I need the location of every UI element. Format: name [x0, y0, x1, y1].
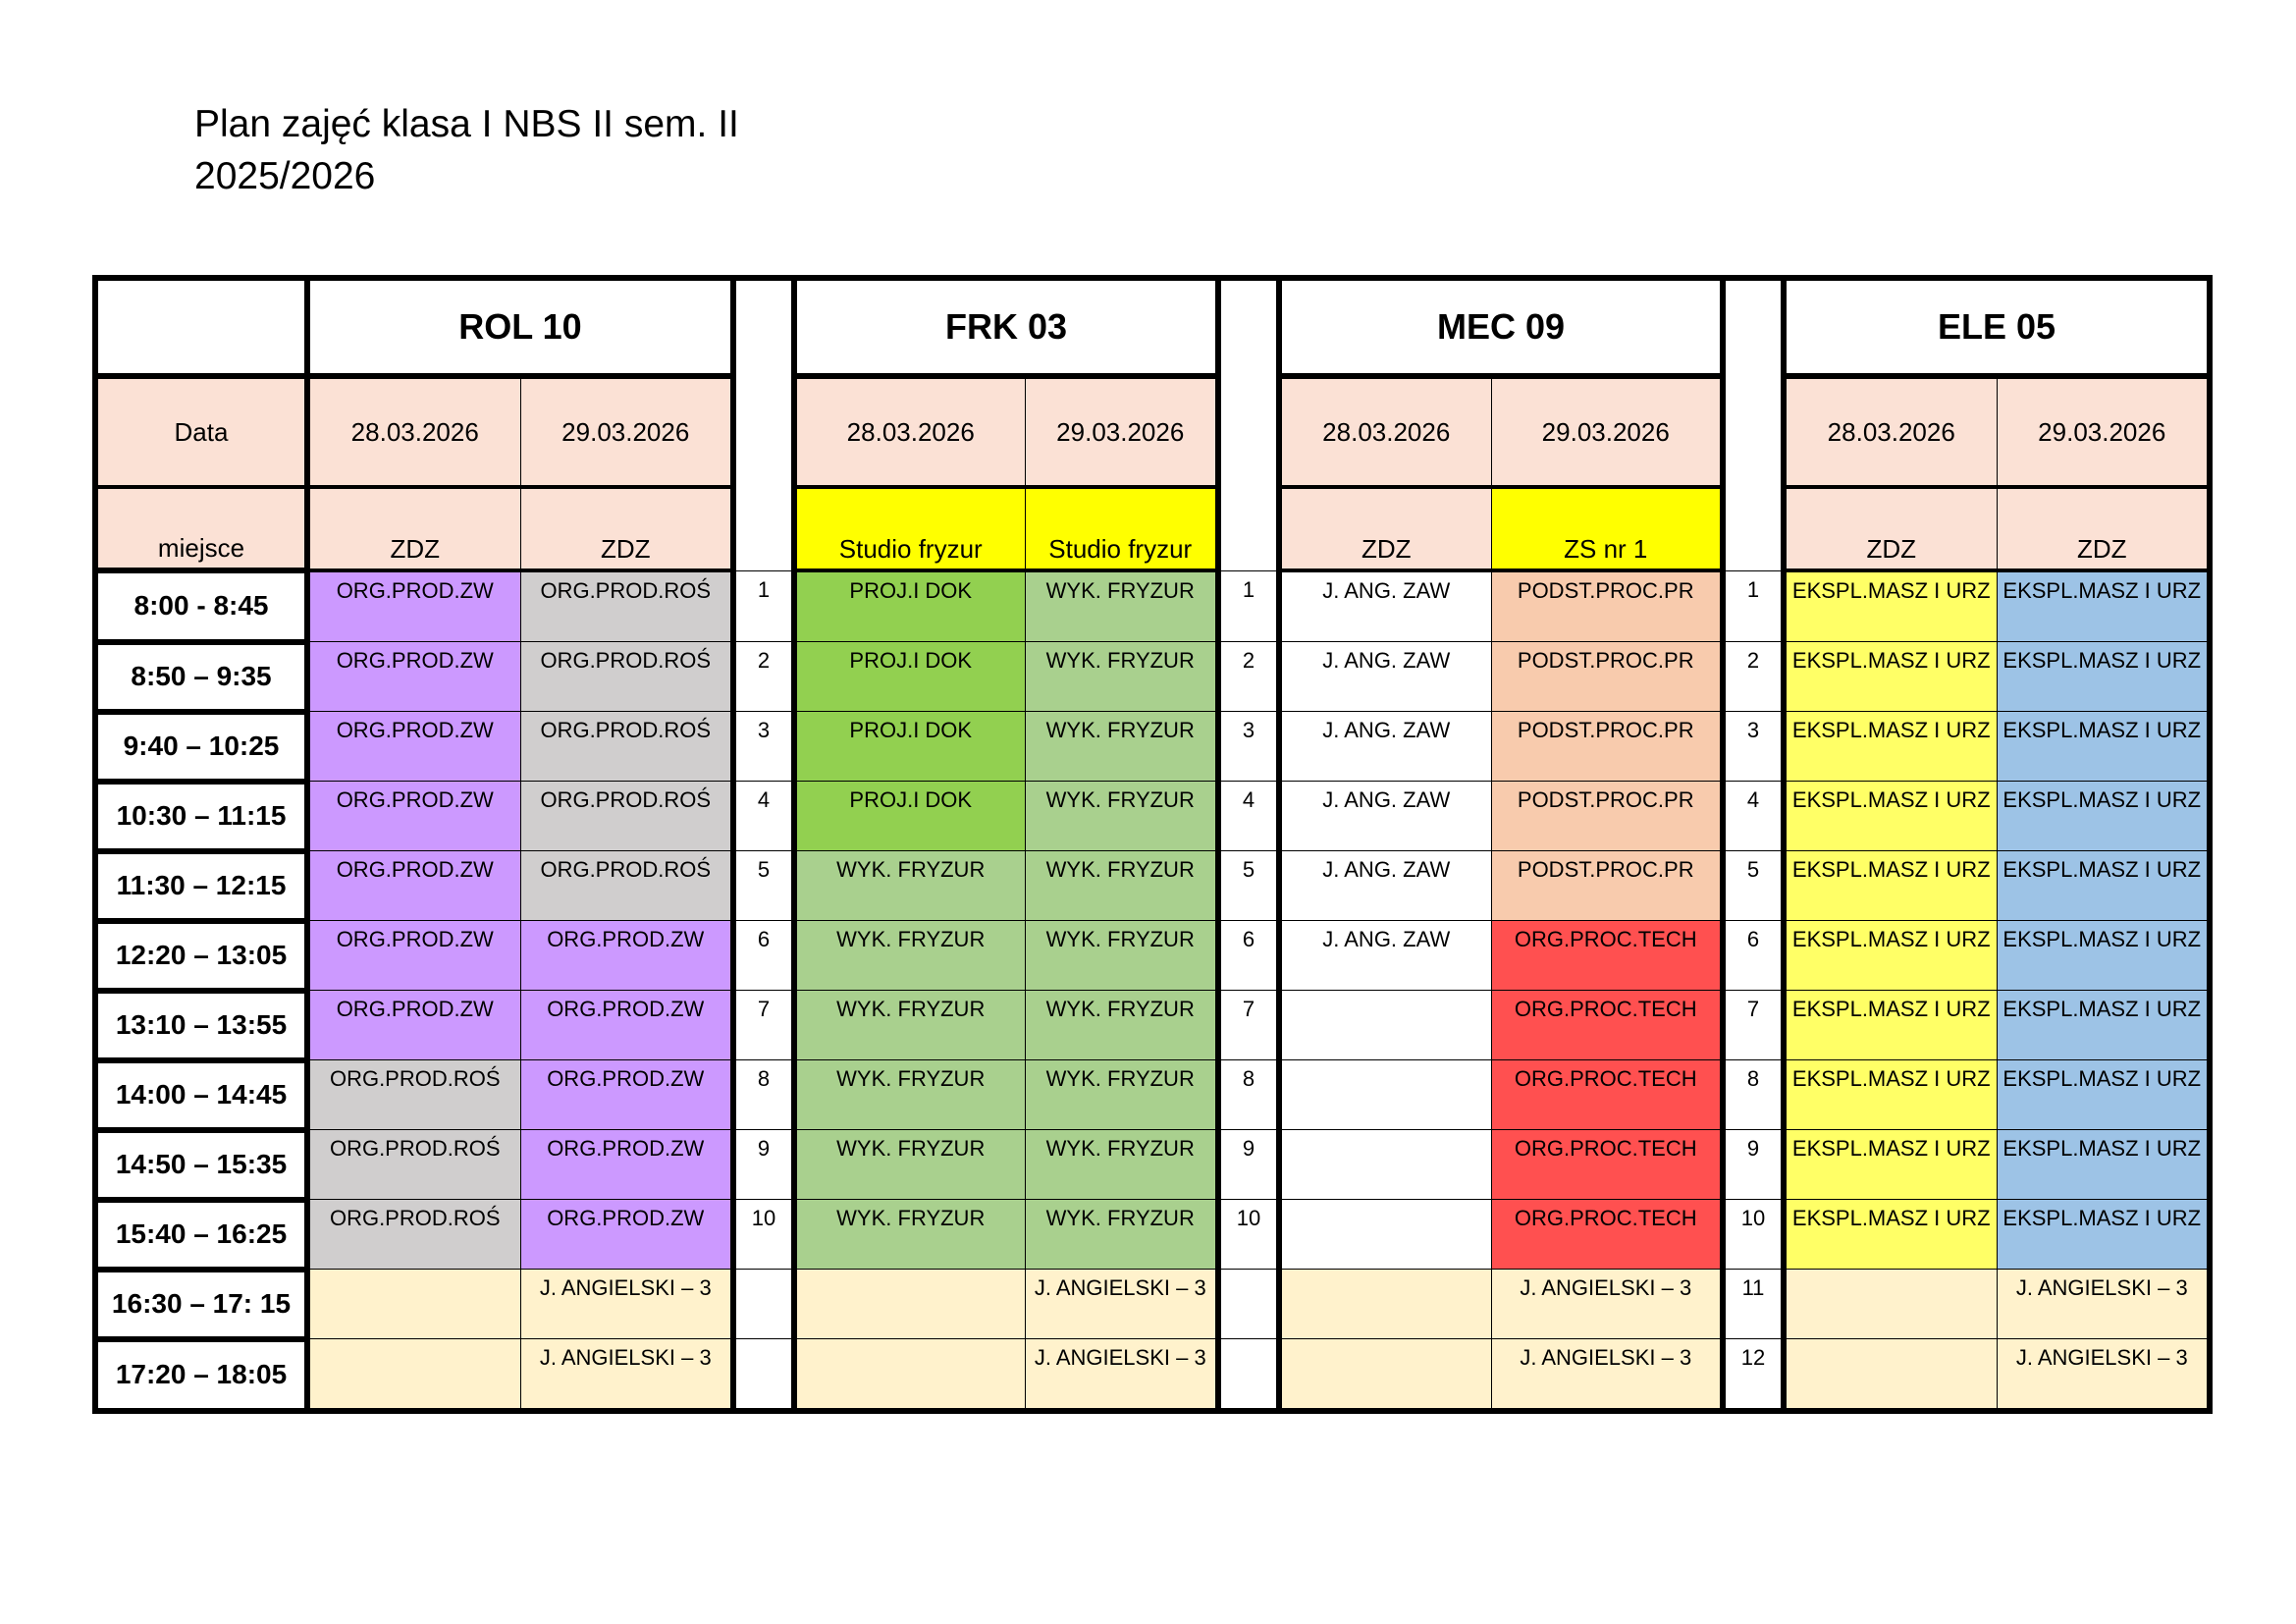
lesson-cell: ORG.PROD.ROŚ	[520, 570, 733, 642]
place-cell: ZDZ	[1997, 487, 2210, 570]
time-slot: 8:00 - 8:45	[95, 570, 307, 642]
lesson-cell: WYK. FRYZUR	[1025, 991, 1218, 1060]
time-slot: 12:20 – 13:05	[95, 921, 307, 991]
lesson-cell: J. ANG. ZAW	[1279, 782, 1491, 851]
class-header-row	[95, 278, 2210, 376]
lesson-cell: WYK. FRYZUR	[1025, 1130, 1218, 1200]
date-cell: 28.03.2026	[1279, 376, 1491, 487]
lesson-number: 8	[1723, 1060, 1784, 1130]
lesson-cell	[307, 1270, 520, 1339]
lesson-number: 1	[733, 570, 794, 642]
date-cell: 29.03.2026	[1997, 376, 2210, 487]
lesson-number: 6	[1218, 921, 1279, 991]
place-cell: Studio fryzur	[794, 487, 1025, 570]
time-slot: 16:30 – 17: 15	[95, 1270, 307, 1339]
time-slot: 13:10 – 13:55	[95, 991, 307, 1060]
lesson-number: 10	[1723, 1200, 1784, 1270]
lesson-cell: PODST.PROC.PR	[1491, 782, 1723, 851]
lesson-cell: WYK. FRYZUR	[1025, 570, 1218, 642]
lesson-cell: EKSPL.MASZ I URZ	[1784, 570, 1997, 642]
lesson-cell: EKSPL.MASZ I URZ	[1997, 1130, 2210, 1200]
lesson-cell	[1279, 1339, 1491, 1412]
lesson-cell: EKSPL.MASZ I URZ	[1997, 991, 2210, 1060]
lesson-cell	[794, 1339, 1025, 1412]
lesson-number	[1218, 1339, 1279, 1412]
lesson-cell: EKSPL.MASZ I URZ	[1784, 712, 1997, 782]
lesson-cell	[1279, 1060, 1491, 1130]
schedule-table	[92, 275, 2213, 1414]
lesson-cell: WYK. FRYZUR	[1025, 1200, 1218, 1270]
lesson-cell: ORG.PROC.TECH	[1491, 1060, 1723, 1130]
lesson-cell: WYK. FRYZUR	[794, 1200, 1025, 1270]
lesson-cell: ORG.PROD.ZW	[307, 991, 520, 1060]
lesson-cell: WYK. FRYZUR	[794, 851, 1025, 921]
lesson-number: 2	[733, 642, 794, 712]
lesson-number: 9	[1218, 1130, 1279, 1200]
lesson-cell: ORG.PROC.TECH	[1491, 1130, 1723, 1200]
time-slot: 14:00 – 14:45	[95, 1060, 307, 1130]
lesson-cell: EKSPL.MASZ I URZ	[1784, 991, 1997, 1060]
lesson-cell: WYK. FRYZUR	[1025, 921, 1218, 991]
lesson-cell: ORG.PROD.ZW	[307, 642, 520, 712]
lesson-number: 9	[733, 1130, 794, 1200]
time-slot: 10:30 – 11:15	[95, 782, 307, 851]
class-header-frk: FRK 03	[794, 278, 1218, 376]
lesson-number: 10	[733, 1200, 794, 1270]
lesson-cell: J. ANGIELSKI – 3	[1491, 1270, 1723, 1339]
lesson-cell: J. ANG. ZAW	[1279, 921, 1491, 991]
lesson-cell: J. ANGIELSKI – 3	[1997, 1270, 2210, 1339]
lesson-cell: PODST.PROC.PR	[1491, 851, 1723, 921]
lesson-cell: ORG.PROC.TECH	[1491, 921, 1723, 991]
lesson-number: 5	[1218, 851, 1279, 921]
lesson-number: 7	[1218, 991, 1279, 1060]
lesson-cell: WYK. FRYZUR	[794, 921, 1025, 991]
lesson-cell: EKSPL.MASZ I URZ	[1997, 570, 2210, 642]
schedule-row	[95, 570, 2210, 642]
place-label: miejsce	[95, 487, 307, 570]
place-cell: ZDZ	[520, 487, 733, 570]
lesson-cell: EKSPL.MASZ I URZ	[1784, 782, 1997, 851]
document-title	[194, 98, 739, 202]
lesson-number: 3	[1723, 712, 1784, 782]
lesson-number: 6	[1723, 921, 1784, 991]
lesson-cell: EKSPL.MASZ I URZ	[1784, 1060, 1997, 1130]
lesson-cell: EKSPL.MASZ I URZ	[1997, 1060, 2210, 1130]
lesson-cell: EKSPL.MASZ I URZ	[1784, 1200, 1997, 1270]
lesson-number	[1218, 1270, 1279, 1339]
date-cell: 28.03.2026	[307, 376, 520, 487]
schedule-row	[95, 991, 2210, 1060]
date-cell: 28.03.2026	[794, 376, 1025, 487]
lesson-cell: ORG.PROD.ZW	[307, 851, 520, 921]
lesson-cell: J. ANG. ZAW	[1279, 642, 1491, 712]
lesson-cell: J. ANGIELSKI – 3	[1491, 1339, 1723, 1412]
lesson-cell: WYK. FRYZUR	[1025, 712, 1218, 782]
lesson-cell	[1279, 991, 1491, 1060]
time-slot: 11:30 – 12:15	[95, 851, 307, 921]
place-cell: ZDZ	[1784, 487, 1997, 570]
lesson-number: 3	[1218, 712, 1279, 782]
lesson-cell: ORG.PROD.ZW	[520, 1060, 733, 1130]
schedule-row	[95, 782, 2210, 851]
spacer-column-3	[1723, 278, 1784, 570]
lesson-cell: PROJ.I DOK	[794, 712, 1025, 782]
spacer-column-2	[1218, 278, 1279, 570]
lesson-cell: ORG.PROD.ROŚ	[307, 1060, 520, 1130]
lesson-cell	[1279, 1200, 1491, 1270]
lesson-cell: ORG.PROD.ZW	[520, 921, 733, 991]
date-row	[95, 376, 2210, 487]
lesson-cell: ORG.PROD.ZW	[307, 570, 520, 642]
lesson-cell: ORG.PROD.ZW	[520, 1200, 733, 1270]
lesson-cell: PROJ.I DOK	[794, 782, 1025, 851]
lesson-cell: PODST.PROC.PR	[1491, 570, 1723, 642]
class-header-ele: ELE 05	[1784, 278, 2210, 376]
lesson-number: 11	[1723, 1270, 1784, 1339]
lesson-cell: EKSPL.MASZ I URZ	[1997, 642, 2210, 712]
lesson-cell: PODST.PROC.PR	[1491, 642, 1723, 712]
lesson-cell: EKSPL.MASZ I URZ	[1997, 851, 2210, 921]
lesson-cell: EKSPL.MASZ I URZ	[1784, 642, 1997, 712]
class-header-mec: MEC 09	[1279, 278, 1723, 376]
lesson-cell	[794, 1270, 1025, 1339]
lesson-cell: EKSPL.MASZ I URZ	[1784, 851, 1997, 921]
lesson-cell: WYK. FRYZUR	[794, 1130, 1025, 1200]
lesson-cell: WYK. FRYZUR	[1025, 782, 1218, 851]
time-slot: 15:40 – 16:25	[95, 1200, 307, 1270]
schedule-row	[95, 921, 2210, 991]
lesson-number: 2	[1218, 642, 1279, 712]
lesson-cell: J. ANGIELSKI – 3	[1025, 1339, 1218, 1412]
lesson-number: 4	[1723, 782, 1784, 851]
lesson-cell: ORG.PROD.ZW	[307, 921, 520, 991]
lesson-number: 4	[733, 782, 794, 851]
lesson-cell: WYK. FRYZUR	[1025, 642, 1218, 712]
date-label: Data	[95, 376, 307, 487]
lesson-cell	[1784, 1270, 1997, 1339]
schedule-row	[95, 1060, 2210, 1130]
lesson-cell: WYK. FRYZUR	[1025, 851, 1218, 921]
lesson-cell: ORG.PROD.ROŚ	[520, 851, 733, 921]
lesson-cell: J. ANG. ZAW	[1279, 570, 1491, 642]
lesson-number: 12	[1723, 1339, 1784, 1412]
time-slot: 8:50 – 9:35	[95, 642, 307, 712]
lesson-cell: ORG.PROC.TECH	[1491, 991, 1723, 1060]
lesson-cell: ORG.PROD.ZW	[520, 1130, 733, 1200]
lesson-cell: PROJ.I DOK	[794, 642, 1025, 712]
schedule-row	[95, 1339, 2210, 1412]
lesson-cell	[1279, 1130, 1491, 1200]
lesson-number: 3	[733, 712, 794, 782]
lesson-number: 6	[733, 921, 794, 991]
lesson-cell: EKSPL.MASZ I URZ	[1997, 782, 2210, 851]
lesson-cell: ORG.PROD.ROŚ	[520, 782, 733, 851]
lesson-cell: WYK. FRYZUR	[794, 1060, 1025, 1130]
lesson-cell: ORG.PROD.ZW	[307, 712, 520, 782]
schedule-row	[95, 1270, 2210, 1339]
lesson-cell: WYK. FRYZUR	[1025, 1060, 1218, 1130]
lesson-cell: ORG.PROD.ROŚ	[307, 1130, 520, 1200]
lesson-number: 7	[733, 991, 794, 1060]
lesson-number: 5	[1723, 851, 1784, 921]
lesson-number: 10	[1218, 1200, 1279, 1270]
lesson-cell	[1279, 1270, 1491, 1339]
spacer-column-1	[733, 278, 794, 570]
lesson-cell: J. ANGIELSKI – 3	[520, 1270, 733, 1339]
lesson-cell: ORG.PROD.ZW	[307, 782, 520, 851]
lesson-number: 8	[733, 1060, 794, 1130]
date-cell: 29.03.2026	[1025, 376, 1218, 487]
lesson-cell: PODST.PROC.PR	[1491, 712, 1723, 782]
lesson-cell: ORG.PROD.ROŚ	[520, 712, 733, 782]
schedule-row	[95, 1200, 2210, 1270]
lesson-cell	[1784, 1339, 1997, 1412]
lesson-number	[733, 1339, 794, 1412]
lesson-cell: EKSPL.MASZ I URZ	[1997, 921, 2210, 991]
lesson-cell: EKSPL.MASZ I URZ	[1784, 921, 1997, 991]
title-line-2: 2025/2026	[194, 155, 376, 197]
lesson-cell: J. ANGIELSKI – 3	[520, 1339, 733, 1412]
schedule-row	[95, 1130, 2210, 1200]
lesson-cell: ORG.PROC.TECH	[1491, 1200, 1723, 1270]
lesson-cell: J. ANGIELSKI – 3	[1025, 1270, 1218, 1339]
lesson-cell: ORG.PROD.ROŚ	[520, 642, 733, 712]
place-cell: ZS nr 1	[1491, 487, 1723, 570]
place-cell: Studio fryzur	[1025, 487, 1218, 570]
lesson-number: 7	[1723, 991, 1784, 1060]
lesson-number: 9	[1723, 1130, 1784, 1200]
lesson-number	[733, 1270, 794, 1339]
schedule-row	[95, 712, 2210, 782]
place-row	[95, 487, 2210, 570]
lesson-number: 2	[1723, 642, 1784, 712]
lesson-cell: ORG.PROD.ROŚ	[307, 1200, 520, 1270]
lesson-cell: WYK. FRYZUR	[794, 991, 1025, 1060]
lesson-number: 4	[1218, 782, 1279, 851]
lesson-cell	[307, 1339, 520, 1412]
lesson-cell: J. ANG. ZAW	[1279, 712, 1491, 782]
class-header-rol: ROL 10	[307, 278, 733, 376]
lesson-number: 1	[1723, 570, 1784, 642]
lesson-cell: EKSPL.MASZ I URZ	[1997, 712, 2210, 782]
lesson-cell: EKSPL.MASZ I URZ	[1784, 1130, 1997, 1200]
corner-cell	[95, 278, 307, 376]
date-cell: 28.03.2026	[1784, 376, 1997, 487]
date-cell: 29.03.2026	[1491, 376, 1723, 487]
schedule-row	[95, 642, 2210, 712]
place-cell: ZDZ	[1279, 487, 1491, 570]
lesson-cell: ORG.PROD.ZW	[520, 991, 733, 1060]
lesson-number: 5	[733, 851, 794, 921]
lesson-number: 8	[1218, 1060, 1279, 1130]
lesson-cell: J. ANGIELSKI – 3	[1997, 1339, 2210, 1412]
lesson-number: 1	[1218, 570, 1279, 642]
date-cell: 29.03.2026	[520, 376, 733, 487]
time-slot: 14:50 – 15:35	[95, 1130, 307, 1200]
lesson-cell: J. ANG. ZAW	[1279, 851, 1491, 921]
title-line-1: Plan zajęć klasa I NBS II sem. II	[194, 103, 739, 145]
lesson-cell: EKSPL.MASZ I URZ	[1997, 1200, 2210, 1270]
schedule-row	[95, 851, 2210, 921]
lesson-cell: PROJ.I DOK	[794, 570, 1025, 642]
time-slot: 17:20 – 18:05	[95, 1339, 307, 1412]
place-cell: ZDZ	[307, 487, 520, 570]
time-slot: 9:40 – 10:25	[95, 712, 307, 782]
